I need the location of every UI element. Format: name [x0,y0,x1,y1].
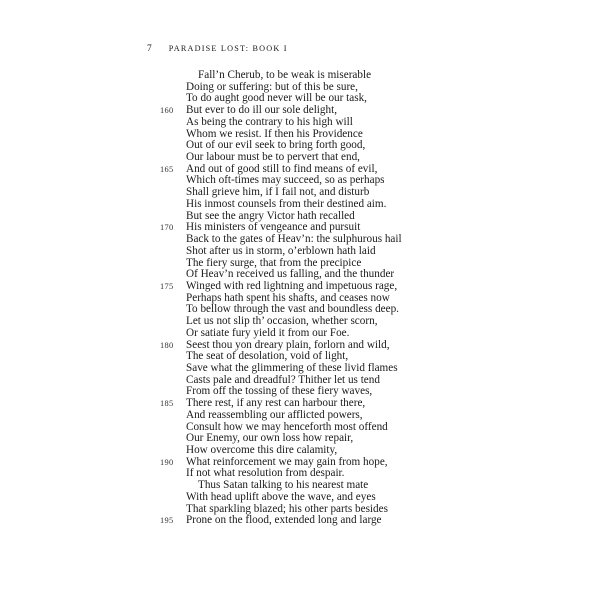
line-text: Shall grieve him, if I fail not, and disturb [186,186,370,199]
page-number: 7 [147,44,152,54]
verse-line [0,492,600,504]
verse-line [0,199,600,211]
line-text: His ministers of vengeance and pursuit [186,221,361,234]
line-text: Of Heav’n received us falling, and the thunder [186,268,395,281]
line-number: 195 [160,516,174,526]
line-text: The fiery surge, that from the precipice [186,256,362,269]
running-head [147,44,288,54]
line-text: If not what resolution from despair. [186,467,345,480]
line-text: From off the tossing of these fiery waves, [186,385,373,398]
line-text: And out of good still to find means of evil, [186,162,378,175]
line-number: 165 [160,164,174,174]
line-text: To do aught good never will be our task, [186,92,367,105]
line-number: 180 [160,340,174,350]
line-text: Our Enemy, our own loss how repair, [186,432,354,445]
line-text: Seest thou yon dreary plain, forlorn and wild, [186,338,390,351]
line-text: With head uplift above the wave, and eyes [186,490,376,503]
line-text: There rest, if any rest can harbour there, [186,397,366,410]
line-text: Out of our evil seek to bring forth good, [186,139,366,152]
verse-line [0,70,600,82]
verse-line [0,281,600,293]
line-text: Consult how we may henceforth most offend [186,420,388,433]
line-text: And reassembling our afflicted powers, [186,408,363,421]
line-text: Fall’n Cherub, to be weak is miserable [198,69,372,81]
verse-line [0,515,600,527]
line-text: Our labour must be to pervert that end, [186,151,360,164]
verse-line [0,328,600,340]
line-text: Winged with red lightning and impetuous rage, [186,279,398,292]
line-text: Or satiate fury yield it from our Foe. [186,326,350,339]
verse-line [0,246,600,258]
line-text: Which oft-times may succeed, so as perhaps [186,174,385,187]
line-text: Let us not slip th’ occasion, whether scorn, [186,315,378,328]
line-text: Save what the glimmering of these livid flames [186,361,398,374]
verse-line [0,152,600,164]
line-text: As being the contrary to his high will [186,115,353,128]
verse-line [0,445,600,457]
line-text: But ever to do ill our sole delight, [186,104,338,117]
line-number: 185 [160,399,174,409]
line-text: The seat of desolation, void of light, [186,350,349,363]
line-text: That sparkling blazed; his other parts besides [186,502,388,515]
verse-line [0,410,600,422]
line-number: 170 [160,223,174,233]
line-text: His inmost counsels from their destined aim. [186,197,387,210]
line-text: Back to the gates of Heav’n: the sulphurous hail [186,233,402,246]
line-text: Thus Satan talking to his nearest mate [198,479,369,492]
line-text: Casts pale and dreadful? Thither let us tend [186,373,380,386]
line-text: Perhaps hath spent his shafts, and ceases now [186,291,390,304]
line-text: But see the angry Victor hath recalled [186,209,355,222]
book-title: PARADISE LOST: BOOK I [168,44,288,53]
verse-line [0,363,600,375]
line-text: To bellow through the vast and boundless deep. [186,303,399,316]
line-text: What reinforcement we may gain from hope, [186,455,388,468]
line-number: 175 [160,281,174,291]
verse-line [0,117,600,129]
line-number: 190 [160,457,174,467]
verse-block [0,70,600,527]
line-text: How overcome this dire calamity, [186,444,338,456]
line-number: 160 [160,106,174,116]
line-text: Prone on the flood, extended long and large [186,514,382,527]
line-text: Whom we resist. If then his Providence [186,127,363,140]
line-text: Shot after us in storm, o’erblown hath laid [186,244,376,257]
line-text: Doing or suffering: but of this be sure, [186,80,358,93]
